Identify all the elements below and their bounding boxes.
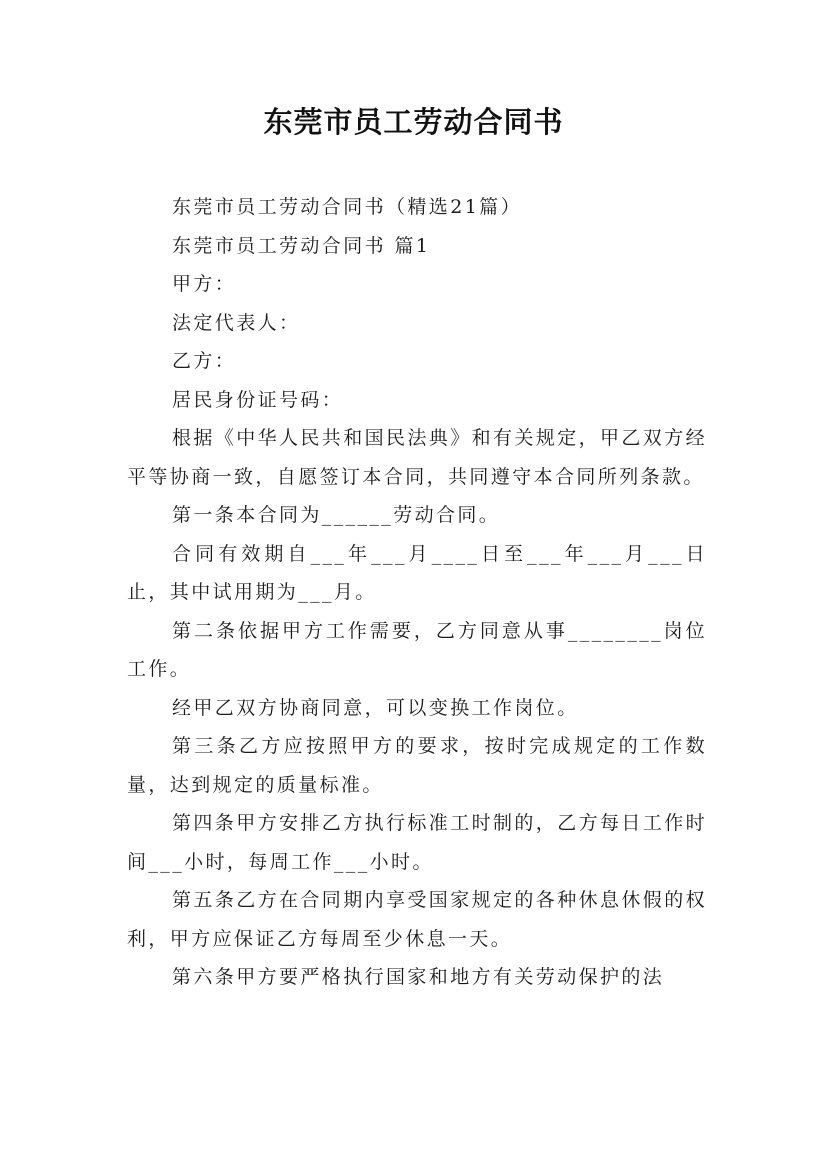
paragraph-article-4: 第四条甲方安排乙方执行标准工时制的，乙方每日工作时间___小时，每周工作___小时。 [127, 812, 708, 873]
paragraph-article-2: 第二条依据甲方工作需要，乙方同意从事________岗位工作。 [127, 619, 707, 680]
paragraph-legal-representative: 法定代表人： [172, 311, 301, 334]
paragraph-article-6: 第六条甲方要严格执行国家和地方有关劳动保护的法 [172, 966, 665, 988]
paragraph-preamble: 根据《中华人民共和国民法典》和有关规定，甲乙双方经平等协商一致，自愿签订本合同，共同遵守本合同所列条款。 [127, 427, 708, 488]
paragraph-article-1: 第一条本合同为______劳动合同。 [172, 504, 501, 526]
paragraph-contract-term: 合同有效期自___年___月____日至___年___月___日止，其中试用期为___月。 [127, 542, 707, 603]
paragraph-subtitle: 东莞市员工劳动合同书（精选21篇） [172, 196, 522, 218]
paragraph-id-number: 居民身份证号码： [172, 388, 344, 411]
paragraph-article-3: 第三条乙方应按照甲方的要求，按时完成规定的工作数量，达到规定的质量标准。 [127, 735, 707, 796]
paragraph-article-5: 第五条乙方在合同期内享受国家规定的各种休息休假的权利，甲方应保证乙方每周至少休息一天。 [127, 889, 708, 950]
paragraph-position-change: 经甲乙双方协商同意，可以变换工作岗位。 [172, 696, 579, 719]
document-title: 东莞市员工劳动合同书 [263, 105, 564, 139]
document-body [127, 188, 707, 997]
paragraph-section-heading: 东莞市员工劳动合同书 篇1 [172, 234, 431, 257]
paragraph-party-b: 乙方： [172, 350, 237, 372]
paragraph-party-a: 甲方： [172, 273, 237, 295]
